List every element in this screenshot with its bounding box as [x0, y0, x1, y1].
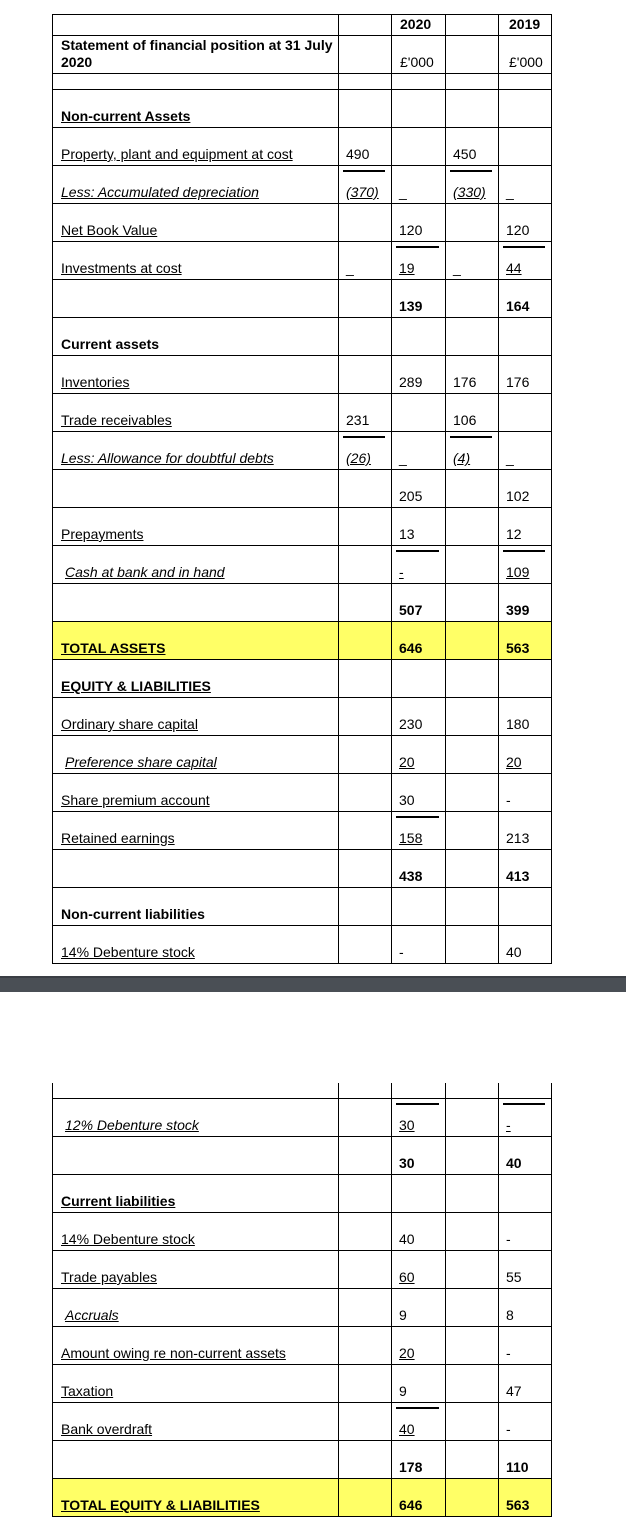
value-cell: 20	[506, 754, 522, 770]
value-cell: 120	[399, 222, 423, 238]
row-label-total-equity-liabilities: TOTAL EQUITY & LIABILITIES	[61, 1497, 260, 1513]
table-row	[52, 736, 552, 774]
value-cell: 55	[506, 1269, 522, 1285]
value-cell: 230	[399, 716, 423, 732]
row-label-non-current-liabilities: Non-current liabilities	[61, 906, 205, 922]
value-cell: -	[506, 1345, 511, 1361]
value-cell: 20	[399, 754, 415, 770]
financial-position-table-continued	[52, 1083, 552, 1517]
value-cell: (26)	[346, 450, 371, 466]
row-label-preference-share-capital: Preference share capital	[65, 754, 217, 770]
table-row	[52, 660, 552, 698]
row-label-14-debenture-stock: 14% Debenture stock	[61, 944, 195, 960]
value-cell: 178	[399, 1459, 423, 1475]
table-row	[52, 698, 552, 736]
unit-2019: £'000	[509, 54, 543, 70]
table-row	[52, 774, 552, 812]
page-break-divider	[0, 976, 626, 992]
subtotal-line	[503, 246, 545, 248]
row-label-current-liabilities: Current liabilities	[61, 1193, 176, 1209]
table-row	[52, 584, 552, 622]
row-label-14-debenture-stock: 14% Debenture stock	[61, 1231, 195, 1247]
value-cell: 450	[453, 146, 477, 162]
value-cell: 507	[399, 602, 423, 618]
subtotal-line	[396, 1103, 439, 1105]
subtotal-line	[450, 436, 492, 438]
value-cell: -	[506, 1231, 511, 1247]
row-label-trade-payables: Trade payables	[61, 1269, 157, 1285]
value-cell: 13	[399, 526, 415, 542]
table-row	[52, 546, 552, 584]
value-cell: _	[453, 260, 461, 276]
value-cell: _	[506, 184, 514, 200]
value-cell: _	[506, 450, 514, 466]
value-cell: 109	[506, 564, 530, 580]
value-cell: 176	[453, 374, 477, 390]
row-label-accruals: Accruals	[65, 1307, 119, 1323]
table-row	[52, 1251, 552, 1289]
value-cell: 12	[506, 526, 522, 542]
table-row	[52, 1289, 552, 1327]
table-row	[52, 204, 552, 242]
value-cell: 399	[506, 602, 530, 618]
row-label-amount-owing-re-non-current-assets: Amount owing re non-current assets	[61, 1345, 286, 1361]
row-label-cash-at-bank-and-in-hand: Cash at bank and in hand	[65, 564, 225, 580]
year-2020-header: 2020	[400, 16, 432, 32]
row-label-ordinary-share-capital: Ordinary share capital	[61, 716, 198, 732]
header-row	[52, 14, 552, 36]
value-cell: 40	[506, 1155, 522, 1171]
table-row	[52, 508, 552, 546]
table-row	[52, 1365, 552, 1403]
value-cell: (330)	[453, 184, 486, 200]
row-label-share-premium-account: Share premium account	[61, 792, 210, 808]
value-cell: 44	[506, 260, 522, 276]
value-cell: 30	[399, 1117, 415, 1133]
row-label-retained-earnings: Retained earnings	[61, 830, 175, 846]
value-cell: 40	[399, 1421, 415, 1437]
value-cell: 9	[399, 1383, 407, 1399]
table-row	[52, 622, 552, 660]
value-cell: 106	[453, 412, 477, 428]
value-cell: _	[399, 450, 407, 466]
row-label-property-plant-and-equipment-at-cost: Property, plant and equipment at cost	[61, 146, 293, 162]
row-label-equity-liabilities: EQUITY & LIABILITIES	[61, 678, 211, 694]
table-row	[52, 280, 552, 318]
value-cell: 19	[399, 260, 415, 276]
value-cell: 40	[506, 944, 522, 960]
table-row	[52, 850, 552, 888]
subtotal-line	[450, 170, 492, 172]
table-row	[52, 90, 552, 128]
value-cell: 110	[506, 1459, 529, 1475]
unit-2020: £'000	[400, 54, 434, 70]
table-row	[52, 432, 552, 470]
subtotal-line	[503, 550, 545, 552]
value-cell: 60	[399, 1269, 415, 1285]
value-cell: 646	[399, 640, 423, 656]
table-row	[52, 1213, 552, 1251]
value-cell: (4)	[453, 450, 471, 466]
row-label-non-current-assets: Non-current Assets	[61, 108, 191, 124]
value-cell: 176	[506, 374, 530, 390]
title-row	[52, 36, 552, 74]
part2-rows	[52, 1099, 552, 1517]
value-cell: -	[399, 564, 404, 580]
value-cell: -	[399, 944, 404, 960]
subtotal-line	[396, 550, 439, 552]
table-row	[52, 1175, 552, 1213]
row-label-bank-overdraft: Bank overdraft	[61, 1421, 153, 1437]
row-label-less-allowance-for-doubtful-debts: Less: Allowance for doubtful debts	[61, 450, 274, 466]
value-cell: 40	[399, 1231, 415, 1247]
value-cell: 158	[399, 830, 423, 846]
year-2019-header: 2019	[509, 16, 541, 32]
table-row	[52, 1441, 552, 1479]
subtotal-line	[396, 246, 439, 248]
table-row	[52, 128, 552, 166]
value-cell: -	[506, 792, 511, 808]
table-row	[52, 1099, 552, 1137]
value-cell: 438	[399, 868, 423, 884]
value-cell: 139	[399, 298, 423, 314]
row-label-less-accumulated-depreciation: Less: Accumulated depreciation	[61, 184, 259, 200]
table-row	[52, 1327, 552, 1365]
row-label-prepayments: Prepayments	[61, 526, 144, 542]
row-label-total-assets: TOTAL ASSETS	[61, 640, 166, 656]
value-cell: _	[346, 260, 354, 276]
value-cell: (370)	[346, 184, 379, 200]
table-row	[52, 1403, 552, 1441]
table-row	[52, 356, 552, 394]
table-row	[52, 1479, 552, 1517]
value-cell: 490	[346, 146, 370, 162]
value-cell: 8	[506, 1307, 514, 1323]
row-label-taxation: Taxation	[61, 1383, 114, 1399]
value-cell: 9	[399, 1307, 407, 1323]
value-cell: 102	[506, 488, 530, 504]
row-label-net-book-value: Net Book Value	[61, 222, 158, 238]
row-label-trade-receivables: Trade receivables	[61, 412, 172, 428]
value-cell: 213	[506, 830, 530, 846]
value-cell: 289	[399, 374, 423, 390]
value-cell: 646	[399, 1497, 423, 1513]
value-cell: 563	[506, 640, 530, 656]
value-cell: -	[506, 1421, 511, 1437]
statement-title: Statement of financial position at 31 July 2020	[61, 37, 333, 70]
value-cell: 413	[506, 868, 530, 884]
subtotal-line	[343, 170, 385, 172]
row-label-inventories: Inventories	[61, 374, 130, 390]
table-row	[52, 470, 552, 508]
table-row	[52, 888, 552, 926]
table-row	[52, 812, 552, 850]
table-row	[52, 1137, 552, 1175]
financial-position-table	[52, 14, 552, 964]
value-cell: _	[399, 184, 407, 200]
value-cell: 205	[399, 488, 423, 504]
value-cell: 20	[399, 1345, 415, 1361]
table-row	[52, 166, 552, 204]
value-cell: 563	[506, 1497, 530, 1513]
subtotal-line	[396, 816, 439, 818]
value-cell: 47	[506, 1383, 522, 1399]
subtotal-line	[396, 1407, 439, 1409]
value-cell: 30	[399, 792, 415, 808]
row-label-current-assets: Current assets	[61, 336, 160, 352]
part1-rows	[52, 90, 552, 964]
table-row	[52, 242, 552, 280]
value-cell: 30	[399, 1155, 415, 1171]
row-label-12-debenture-stock: 12% Debenture stock	[65, 1117, 199, 1133]
value-cell: 120	[506, 222, 530, 238]
subtotal-line	[503, 1103, 545, 1105]
table-row	[52, 318, 552, 356]
value-cell: -	[506, 1117, 511, 1133]
subtotal-line	[343, 436, 385, 438]
table-row	[52, 394, 552, 432]
row-label-investments-at-cost: Investments at cost	[61, 260, 182, 276]
value-cell: 231	[346, 412, 370, 428]
value-cell: 164	[506, 298, 530, 314]
table-row	[52, 926, 552, 964]
value-cell: 180	[506, 716, 530, 732]
